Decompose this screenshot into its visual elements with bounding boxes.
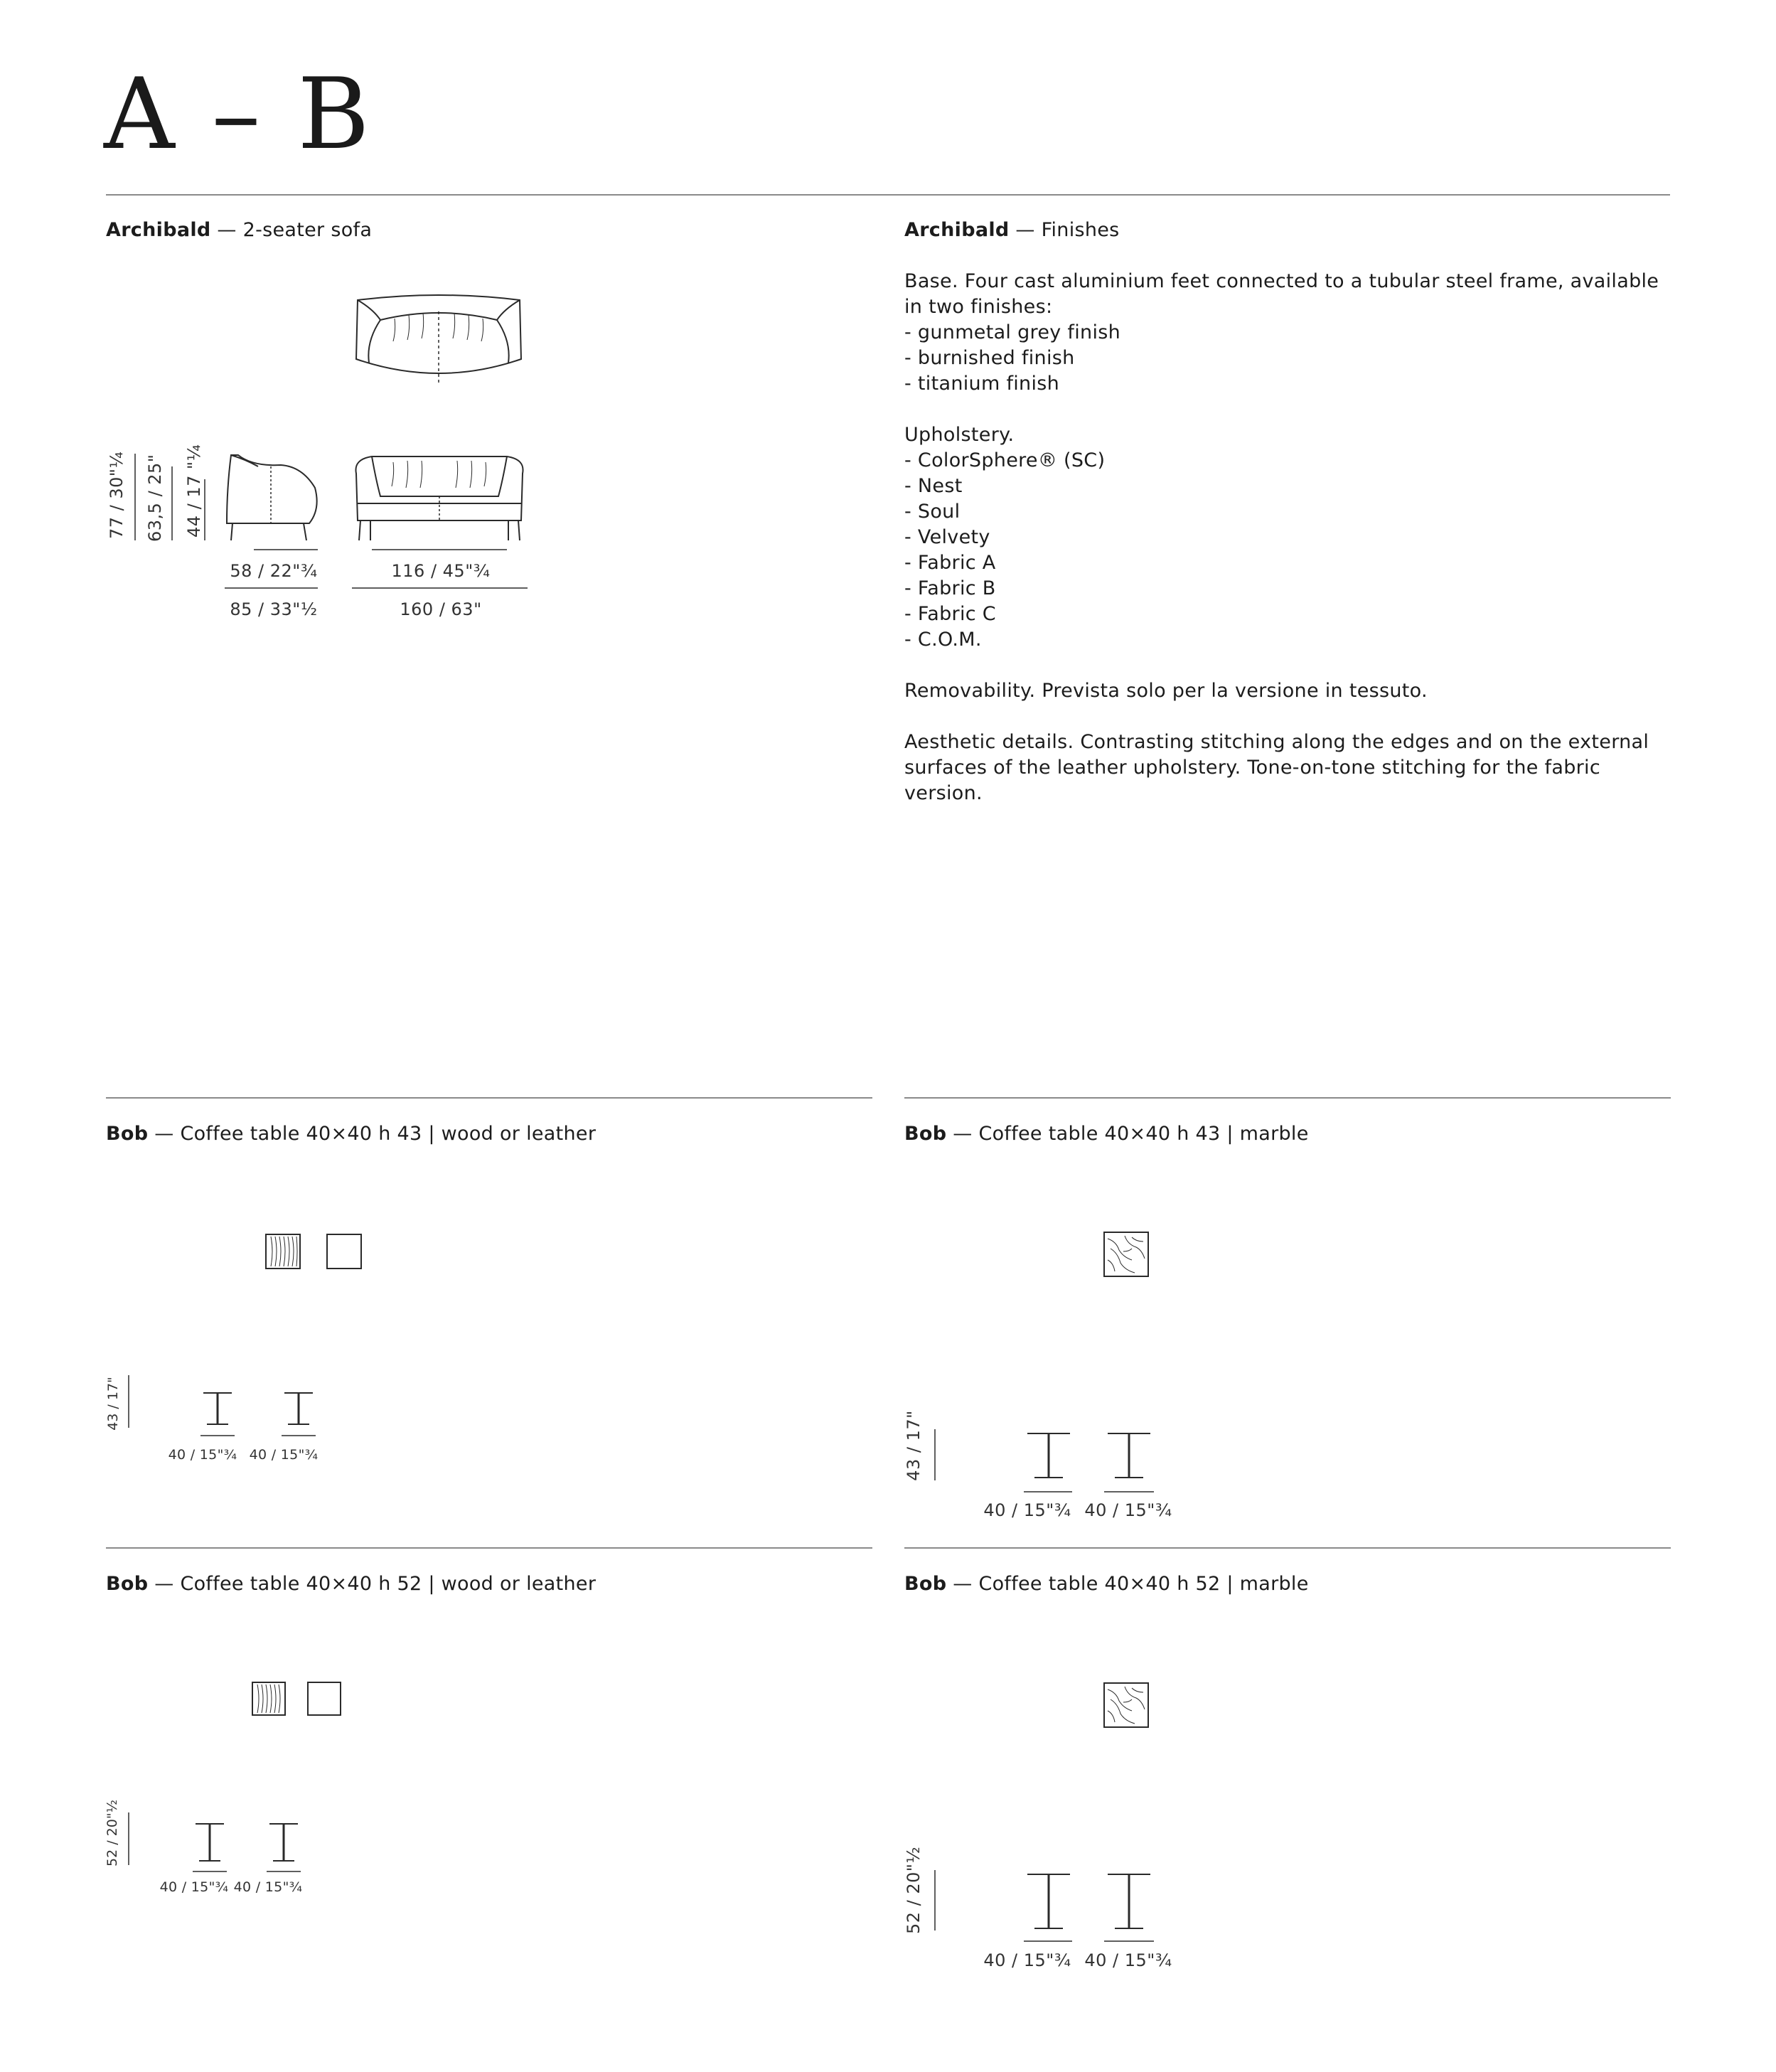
- bob-52-marble-width-1: 40 / 15"¾: [983, 1950, 1071, 1970]
- sofa-side-view-drawing: [224, 452, 323, 542]
- sofa-front-view-drawing: [351, 452, 528, 542]
- section-divider: [106, 1097, 872, 1099]
- page-title: A – B: [104, 57, 373, 171]
- section-divider: [106, 1547, 872, 1549]
- bob-43-marble-heading: [904, 1121, 1309, 1147]
- bob-43-wood-width-1: 40 / 15"¾: [168, 1447, 237, 1463]
- heading-separator: —: [1009, 219, 1042, 241]
- sofa-width-total: 160 / 63": [400, 599, 482, 619]
- bob-43-wood-heading: [106, 1121, 596, 1147]
- section-divider: [904, 1097, 1671, 1099]
- bob-43-wood-side-drawings: [116, 1372, 308, 1452]
- base-item: - titanium finish: [904, 373, 1060, 395]
- product-name: Bob: [106, 1123, 149, 1145]
- bob-52-wood-top-swatches: [252, 1682, 343, 1716]
- product-subtitle: Coffee table 40×40 h 43 | wood or leather: [180, 1123, 597, 1145]
- sofa-width-seat: 116 / 45"¾: [391, 561, 491, 581]
- bob-52-wood-height: 52 / 20"½: [105, 1800, 120, 1867]
- base-label: Base.: [904, 270, 958, 292]
- product-name: Archibald: [106, 219, 211, 241]
- bob-43-marble-height: 43 / 17": [904, 1410, 924, 1481]
- heading-separator: —: [946, 1123, 979, 1145]
- product-name: Bob: [106, 1573, 149, 1595]
- upholstery-item: - C.O.M.: [904, 629, 982, 651]
- sofa-depth-total: 85 / 33"½: [230, 599, 318, 619]
- product-subtitle: 2-seater sofa: [242, 219, 373, 241]
- heading-separator: —: [148, 1123, 181, 1145]
- upholstery-item: - Soul: [904, 501, 961, 523]
- finishes-subtitle: Finishes: [1041, 219, 1120, 241]
- heading-separator: —: [148, 1573, 181, 1595]
- bob-52-marble-width-2: 40 / 15"¾: [1084, 1950, 1172, 1970]
- bob-43-wood-top-swatches: [265, 1234, 363, 1269]
- sofa-height-seat: 44 / 17 "¼: [184, 444, 204, 538]
- title-divider: [106, 194, 1670, 196]
- sofa-height-back: 63,5 / 25": [145, 454, 165, 542]
- bob-43-marble-width-1: 40 / 15"¾: [983, 1500, 1071, 1520]
- aesthetic-paragraph: [904, 730, 1672, 806]
- bob-43-wood-height: 43 / 17": [105, 1377, 121, 1431]
- base-item: - burnished finish: [904, 347, 1075, 369]
- bob-43-wood-width-2: 40 / 15"¾: [249, 1447, 319, 1463]
- bob-43-marble-top-swatch: [1103, 1232, 1149, 1277]
- section-divider: [904, 1547, 1671, 1549]
- bob-52-wood-width-2: 40 / 15"¾: [233, 1879, 303, 1895]
- upholstery-item: - Nest: [904, 475, 963, 497]
- bob-52-marble-heading: [904, 1571, 1309, 1597]
- upholstery-item: - Velvety: [904, 526, 990, 548]
- sofa-depth-seat: 58 / 22"¾: [230, 561, 318, 581]
- product-name: Archibald: [904, 219, 1010, 241]
- bob-52-marble-side-drawings: [917, 1863, 1173, 1948]
- heading-separator: —: [210, 219, 243, 241]
- aesthetic-text: Contrasting stitching along the edges and on the external surfaces of the leather upholstery. Tone-on-tone stitching for the fabric version.: [904, 731, 1649, 804]
- upholstery-label: Upholstery.: [904, 424, 1015, 446]
- product-subtitle: Coffee table 40×40 h 52 | marble: [978, 1573, 1309, 1595]
- base-text: Four cast aluminium feet connected to a tubular steel frame, available in two finishes:: [904, 270, 1659, 318]
- heading-separator: —: [946, 1573, 979, 1595]
- bob-43-marble-side-drawings: [917, 1425, 1173, 1496]
- upholstery-item: - Fabric A: [904, 552, 996, 574]
- bob-52-wood-heading: [106, 1571, 596, 1597]
- bob-52-wood-side-drawings: [116, 1810, 308, 1881]
- sofa-top-view-drawing: [352, 292, 526, 388]
- removability-label: Removability.: [904, 680, 1036, 702]
- upholstery-item: - ColorSphere® (SC): [904, 449, 1106, 471]
- product-name: Bob: [904, 1123, 947, 1145]
- product-name: Bob: [904, 1573, 947, 1595]
- base-item: - gunmetal grey finish: [904, 321, 1121, 343]
- removability-paragraph: [904, 678, 1672, 704]
- upholstery-item: - Fabric B: [904, 577, 996, 599]
- bob-52-wood-width-1: 40 / 15"¾: [159, 1879, 229, 1895]
- bob-52-marble-height: 52 / 20"½: [904, 1846, 924, 1934]
- archibald-sofa-heading: [106, 218, 372, 243]
- product-subtitle: Coffee table 40×40 h 52 | wood or leather: [180, 1573, 597, 1595]
- archibald-finishes-heading: [904, 218, 1120, 243]
- finishes-text-block: [904, 269, 1672, 806]
- upholstery-item: - Fabric C: [904, 603, 996, 625]
- bob-52-marble-top-swatch: [1103, 1682, 1149, 1728]
- base-paragraph: [904, 269, 1672, 320]
- product-subtitle: Coffee table 40×40 h 43 | marble: [978, 1123, 1309, 1145]
- removability-text: Prevista solo per la versione in tessuto.: [1035, 680, 1428, 702]
- sofa-height-total: 77 / 30"¼: [107, 451, 127, 539]
- aesthetic-label: Aesthetic details.: [904, 731, 1074, 753]
- bob-43-marble-width-2: 40 / 15"¾: [1084, 1500, 1172, 1520]
